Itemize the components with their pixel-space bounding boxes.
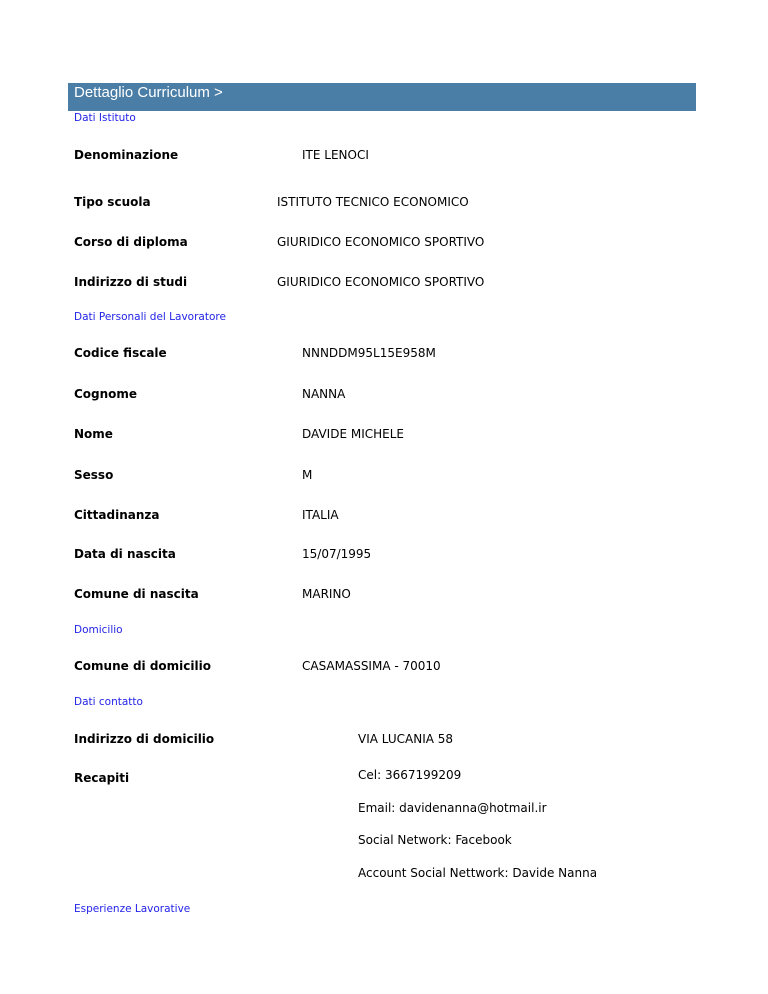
header-bar [68,83,696,111]
field-label-tipo-scuola: Tipo scuola [74,195,151,209]
field-label-sesso: Sesso [74,468,114,482]
section-dati-personali: Dati Personali del Lavoratore [74,311,226,323]
recapiti-line: Account Social Nettwork: Davide Nanna [358,866,598,880]
field-value-corso-di-diploma: GIURIDICO ECONOMICO SPORTIVO [277,235,485,249]
field-label-cognome: Cognome [74,387,138,401]
section-dati-istituto: Dati Istituto [74,112,136,124]
field-label-nome: Nome [74,427,113,441]
field-label-comune-di-nascita: Comune di nascita [74,587,199,601]
field-value-comune-di-domicilio: CASAMASSIMA - 70010 [302,659,441,673]
field-value-sesso: M [302,468,313,482]
field-label-indirizzo-di-studi: Indirizzo di studi [74,275,188,289]
page-title: Dettaglio Curriculum > [74,84,223,101]
recapiti-line: Social Network: Facebook [358,833,512,847]
field-value-indirizzo-di-studi: GIURIDICO ECONOMICO SPORTIVO [277,275,485,289]
field-value-nome: DAVIDE MICHELE [302,427,404,441]
field-value-data-di-nascita: 15/07/1995 [302,547,372,561]
section-domicilio: Domicilio [74,624,123,636]
field-label-denominazione: Denominazione [74,148,179,162]
section-dati-contatto: Dati contatto [74,696,143,708]
field-value-indirizzo-di-domicilio: VIA LUCANIA 58 [358,732,454,746]
field-value-codice-fiscale: NNNDDM95L15E958M [302,346,436,360]
field-value-denominazione: ITE LENOCI [302,148,369,162]
recapiti-line: Email: davidenanna@hotmail.ir [358,801,547,815]
field-value-tipo-scuola: ISTITUTO TECNICO ECONOMICO [277,195,469,209]
recapiti-line: Cel: 3667199209 [358,768,462,782]
field-value-comune-di-nascita: MARINO [302,587,351,601]
field-label-codice-fiscale: Codice fiscale [74,346,167,360]
field-label-corso-di-diploma: Corso di diploma [74,235,188,249]
field-label-indirizzo-di-domicilio: Indirizzo di domicilio [74,732,215,746]
field-label-cittadinanza: Cittadinanza [74,508,160,522]
field-label-comune-di-domicilio: Comune di domicilio [74,659,211,673]
section-esperienze-lavorative: Esperienze Lavorative [74,903,191,915]
field-value-cognome: NANNA [302,387,346,401]
field-label-recapiti: Recapiti [74,771,130,785]
field-value-cittadinanza: ITALIA [302,508,339,522]
field-label-data-di-nascita: Data di nascita [74,547,176,561]
